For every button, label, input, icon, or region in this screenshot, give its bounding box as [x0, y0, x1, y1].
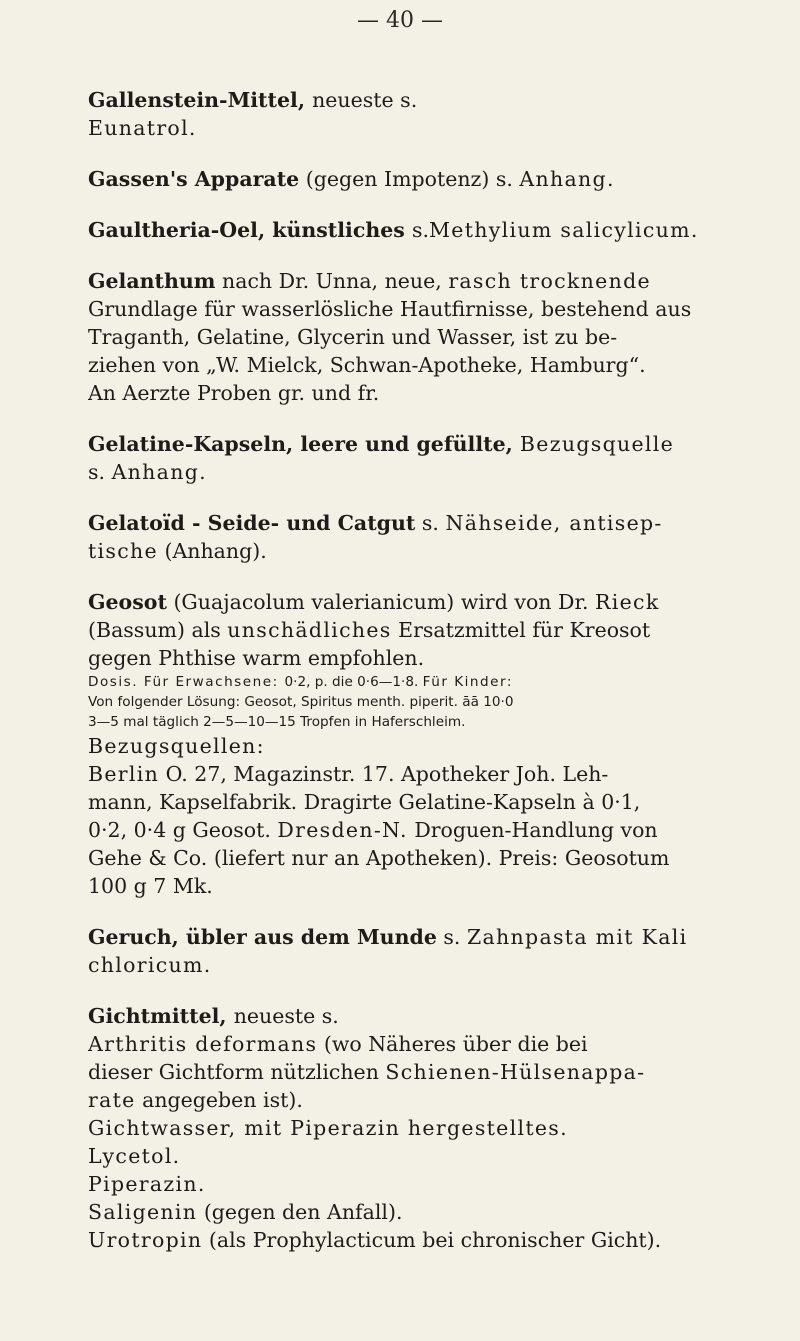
- spaced-term: Anhang.: [111, 460, 207, 484]
- entry-text: (Bassum) als: [88, 618, 228, 642]
- lexicon-column: [88, 86, 768, 1277]
- entry-line: [88, 351, 768, 379]
- entry-headword: Geosot: [88, 590, 167, 614]
- entry-line: [88, 616, 768, 644]
- entry-text: 100 g 7 Mk.: [88, 874, 213, 898]
- entry-text: O. 27, Magazinstr. 17. Apotheker Joh. Leh-: [159, 762, 609, 786]
- entry-text: (wo Näheres über die bei: [317, 1032, 588, 1056]
- spaced-term: Nähseide, antisep-: [445, 511, 663, 535]
- entry-text: nach Dr. Unna, neue,: [215, 269, 449, 293]
- entry-line: [88, 872, 768, 900]
- entry-headword: Gaultheria-Oel, künstliches: [88, 218, 412, 242]
- lexicon-entry: [88, 923, 768, 979]
- entry-text: s.: [415, 511, 446, 535]
- lexicon-entry: [88, 430, 768, 486]
- entry-line: [88, 379, 768, 407]
- entry-line: [88, 509, 768, 537]
- entry-line: [88, 844, 768, 872]
- entry-line: [88, 1170, 768, 1198]
- entry-line: [88, 1114, 768, 1142]
- entry-headword: Gallenstein-Mittel,: [88, 88, 313, 112]
- entry-line: [88, 923, 768, 951]
- spaced-term: Rieck: [595, 590, 660, 614]
- spaced-term: rasch trocknende: [448, 269, 651, 293]
- entry-text: Droguen-Handlung von: [407, 818, 658, 842]
- spaced-term: Bezugsquelle: [519, 432, 675, 456]
- entry-text: s.: [88, 460, 112, 484]
- spaced-term: chloricum.: [88, 953, 212, 977]
- entry-line: [88, 1058, 768, 1086]
- entry-headword: Gelatine-Kapseln, leere und gefüllte,: [88, 432, 520, 456]
- entry-line: [88, 114, 768, 142]
- spaced-term: Eunatrol.: [88, 116, 197, 140]
- spaced-term: Schienen-Hülsenappa-: [385, 1060, 646, 1084]
- entry-text: An Aerzte Proben gr. und fr.: [88, 381, 380, 405]
- entry-line: [88, 951, 768, 979]
- entry-headword: Gassen's Apparate: [88, 167, 300, 191]
- entry-line: [88, 1198, 768, 1226]
- spaced-term: tische: [88, 539, 158, 563]
- lexicon-entry: [88, 1002, 768, 1254]
- dosage-line: [88, 712, 768, 732]
- entry-line: [88, 1086, 768, 1114]
- entry-text: neueste s.: [233, 1004, 339, 1028]
- entry-line: [88, 216, 768, 244]
- lexicon-entry: [88, 509, 768, 565]
- spaced-term: Bezugsquellen:: [88, 734, 265, 758]
- entry-text: s.: [411, 218, 429, 242]
- lexicon-entry: [88, 86, 768, 142]
- entry-text: 0·2, p. die 0·6—1·8.: [284, 674, 423, 690]
- entry-text: 0·2, 0·4 g Geosot.: [88, 818, 278, 842]
- spaced-term: Zahnpasta mit Kali: [466, 925, 688, 949]
- entry-text: Ersatzmittel für Kreosot: [391, 618, 651, 642]
- entry-line: [88, 295, 768, 323]
- entry-text: neueste s.: [312, 88, 418, 112]
- entry-line: [88, 430, 768, 458]
- entry-line: [88, 1226, 768, 1254]
- spaced-term: Dresden-N.: [277, 818, 408, 842]
- lexicon-entry: [88, 165, 768, 193]
- entry-text: angegeben ist).: [135, 1088, 303, 1112]
- entry-text: s.: [436, 925, 467, 949]
- spaced-term: Methylium salicylicum.: [429, 218, 699, 242]
- spaced-term: Lycetol.: [88, 1144, 181, 1168]
- entry-line: [88, 760, 768, 788]
- entry-text: 3—5 mal täglich 2—5—10—15 Tropfen in Haferschleim.: [88, 714, 466, 730]
- page-number: — 40 —: [357, 8, 443, 33]
- entry-text: (Anhang).: [157, 539, 267, 563]
- entry-text: Traganth, Gelatine, Glycerin und Wasser, ist zu be-: [88, 325, 618, 349]
- dosage-line: [88, 672, 768, 692]
- entry-line: [88, 323, 768, 351]
- entry-headword: Geruch, übler aus dem Munde: [88, 925, 437, 949]
- lexicon-entry: [88, 267, 768, 407]
- spaced-term: Urotropin: [88, 1228, 203, 1252]
- entry-headword: Gichtmittel,: [88, 1004, 234, 1028]
- entry-text: (gegen Impotenz) s.: [299, 167, 520, 191]
- spaced-term: Berlin: [88, 762, 160, 786]
- entry-text: Gehe & Co. (liefert nur an Apotheken). Preis: Geosotum: [88, 846, 670, 870]
- entry-text: Von folgender Lösung: Geosot, Spiritus menth. piperit. āā 10·0: [88, 694, 514, 710]
- entry-line: [88, 1142, 768, 1170]
- entry-text: (als Prophylacticum bei chronischer Gicht).: [202, 1228, 662, 1252]
- spaced-term: Für Kinder:: [422, 674, 513, 690]
- entry-line: [88, 816, 768, 844]
- entry-line: [88, 644, 768, 672]
- spaced-term: rate: [88, 1088, 136, 1112]
- lexicon-entry: [88, 588, 768, 900]
- entry-headword: Gelatoïd - Seide- und Catgut: [88, 511, 416, 535]
- entry-line: [88, 588, 768, 616]
- dosage-line: [88, 692, 768, 712]
- spaced-term: unschädliches: [227, 618, 392, 642]
- entry-line: [88, 788, 768, 816]
- spaced-term: Piperazin.: [88, 1172, 206, 1196]
- spaced-term: Dosis. Für Erwachsene:: [88, 674, 285, 690]
- entry-text: dieser Gichtform nützlichen: [88, 1060, 386, 1084]
- entry-line: [88, 1030, 768, 1058]
- entry-line: [88, 165, 768, 193]
- entry-line: [88, 537, 768, 565]
- entry-line: [88, 732, 768, 760]
- spaced-term: Gichtwasser, mit Piperazin hergestelltes.: [88, 1116, 568, 1140]
- spaced-term: Saligenin: [88, 1200, 198, 1224]
- entry-text: Grundlage für wasserlösliche Hautfirnisse, bestehend aus: [88, 297, 692, 321]
- entry-line: [88, 267, 768, 295]
- spaced-term: Arthritis deformans: [88, 1032, 318, 1056]
- entry-headword: Gelanthum: [88, 269, 216, 293]
- entry-text: ziehen von „W. Mielck, Schwan-Apotheke, Hamburg“.: [88, 353, 646, 377]
- entry-line: [88, 86, 768, 114]
- entry-text: mann, Kapselfabrik. Dragirte Gelatine-Kapseln à 0·1,: [88, 790, 641, 814]
- spaced-term: Anhang.: [519, 167, 615, 191]
- entry-line: [88, 458, 768, 486]
- lexicon-entry: [88, 216, 768, 244]
- entry-text: (gegen den Anfall).: [197, 1200, 403, 1224]
- entry-text: gegen Phthise warm empfohlen.: [88, 646, 425, 670]
- entry-line: [88, 1002, 768, 1030]
- entry-text: (Guajacolum valerianicum) wird von Dr.: [166, 590, 596, 614]
